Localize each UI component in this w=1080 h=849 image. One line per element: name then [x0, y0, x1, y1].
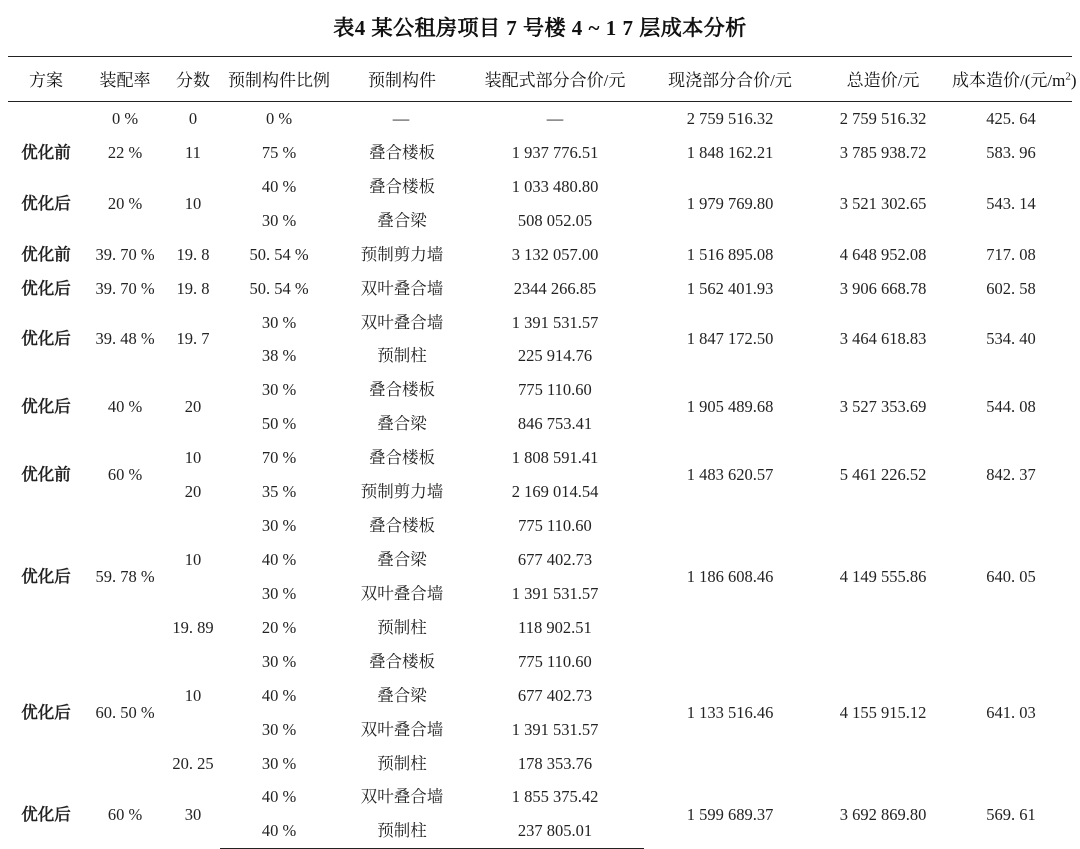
- cell-prefab-ratio: 30 %: [261, 516, 297, 536]
- cell-prefab-component: 叠合楼板: [369, 448, 435, 468]
- cell-score: 20: [184, 482, 202, 502]
- cell-total-price: 3 521 302.65: [839, 193, 927, 213]
- cell-prefab-subtotal: 3 132 057.00: [511, 244, 599, 264]
- table-row: [8, 306, 1072, 340]
- cell-assembly-rate: 39. 70 %: [95, 278, 155, 298]
- table-row: [8, 509, 1072, 543]
- cell-prefab-subtotal: 237 805.01: [466, 814, 644, 848]
- cell-prefab-component: 预制柱: [377, 753, 427, 773]
- unit-cost-label-tail: ): [1070, 71, 1077, 90]
- cell-castinplace-subtotal: 1 562 401.93: [686, 278, 774, 298]
- cell-score: [166, 509, 220, 543]
- cell-total-price: 4 149 555.86: [839, 566, 927, 586]
- cell-prefab-subtotal: 2 169 014.54: [511, 482, 599, 502]
- cell-assembly-rate: 40 %: [107, 397, 143, 417]
- cell-prefab-subtotal: 508 052.05: [517, 210, 593, 230]
- cell-plan: [8, 102, 84, 136]
- cell-score: 19. 89: [172, 617, 214, 637]
- cell-total-price: 2 759 516.32: [839, 109, 927, 128]
- table-row: [8, 136, 1072, 170]
- cell-score: 19. 7: [176, 329, 210, 349]
- page-title: 表4 某公租房项目 7 号楼 4 ~ 1 7 层成本分析: [333, 16, 747, 40]
- cell-prefab-component: 预制剪力墙: [360, 244, 444, 264]
- cell-prefab-component: 叠合楼板: [369, 516, 435, 536]
- cell-prefab-subtotal: 2344 266.85: [513, 278, 597, 298]
- cell-prefab-component: 叠合梁: [377, 414, 427, 434]
- cell-prefab-ratio: 30 %: [261, 312, 297, 332]
- cell-prefab-component: 预制柱: [338, 814, 466, 848]
- cell-unit-cost: 583. 96: [986, 142, 1036, 162]
- cell-prefab-component: 叠合楼板: [369, 380, 435, 400]
- cell-prefab-ratio: 30 %: [261, 719, 297, 739]
- cell-assembly-rate: 39. 48 %: [95, 329, 155, 349]
- cell-prefab-component: —: [392, 109, 412, 128]
- cell-plan: 优化后: [21, 193, 71, 213]
- cell-assembly-rate: 22 %: [107, 142, 143, 162]
- cell-plan: 优化后: [21, 278, 71, 298]
- cell-total-price: 3 785 938.72: [839, 142, 927, 162]
- column-header-prefab-subtotal: 装配式部分合价/元: [484, 71, 626, 90]
- cell-score: 20. 25: [172, 753, 214, 773]
- table-row: [8, 780, 1072, 814]
- table-body: [8, 102, 1072, 849]
- cell-castinplace-subtotal: 1 848 162.21: [686, 142, 774, 162]
- cell-prefab-ratio: 20 %: [261, 617, 297, 637]
- table-row: [8, 170, 1072, 204]
- cell-score: [166, 645, 220, 679]
- cell-prefab-ratio: 38 %: [261, 346, 297, 366]
- cell-prefab-ratio: 30 %: [261, 753, 297, 773]
- cell-castinplace-subtotal: 1 905 489.68: [686, 397, 774, 417]
- cell-prefab-ratio: 50. 54 %: [249, 278, 309, 298]
- cell-prefab-subtotal: 1 855 375.42: [511, 787, 599, 807]
- cell-prefab-subtotal: 178 353.76: [517, 753, 593, 773]
- cell-prefab-component: 叠合楼板: [369, 651, 435, 671]
- cell-prefab-ratio: 0 %: [265, 109, 293, 128]
- cell-prefab-subtotal: 1 391 531.57: [511, 312, 599, 332]
- cell-prefab-component: 预制柱: [377, 617, 427, 637]
- column-header-score: 分数: [176, 71, 210, 90]
- cell-score: 20: [184, 397, 202, 417]
- cell-unit-cost: 842. 37: [986, 465, 1036, 485]
- cell-assembly-rate: 59. 78 %: [95, 566, 155, 586]
- unit-cost-label-sup: 2: [1065, 70, 1071, 83]
- cell-unit-cost: 425. 64: [986, 109, 1036, 128]
- cell-plan: 优化前: [21, 142, 71, 162]
- cell-assembly-rate: 60 %: [107, 465, 143, 485]
- cell-castinplace-subtotal: 1 979 769.80: [686, 193, 774, 213]
- cell-total-price: 3 527 353.69: [839, 397, 927, 417]
- cell-prefab-subtotal: 1 937 776.51: [511, 142, 599, 162]
- cell-score: 10: [184, 193, 202, 213]
- cell-prefab-ratio: 30 %: [261, 651, 297, 671]
- table-row: [8, 441, 1072, 475]
- cell-prefab-subtotal: 1 808 591.41: [511, 448, 599, 468]
- column-header-plan: 方案: [29, 71, 63, 90]
- cell-prefab-ratio: 40 %: [261, 787, 297, 807]
- cell-prefab-component: 双叶叠合墙: [360, 719, 444, 739]
- cell-plan: 优化后: [21, 702, 71, 722]
- cell-prefab-component: 叠合梁: [377, 549, 427, 569]
- cell-prefab-subtotal: 1 391 531.57: [511, 583, 599, 603]
- cell-total-price: 4 155 915.12: [839, 702, 927, 722]
- cell-plan: 优化后: [21, 804, 71, 824]
- table-head: [8, 57, 1077, 102]
- cell-total-price: 5 461 226.52: [839, 465, 927, 485]
- cell-score: [166, 577, 220, 611]
- cost-analysis-table: [8, 56, 1077, 849]
- cell-plan: 优化后: [21, 329, 71, 349]
- unit-cost-label-main: 成本造价/(元/m: [952, 71, 1066, 90]
- cell-prefab-ratio: 75 %: [261, 142, 297, 162]
- cell-prefab-subtotal: 1 391 531.57: [511, 719, 599, 739]
- cell-prefab-component: 预制柱: [377, 346, 427, 366]
- cell-unit-cost: 717. 08: [986, 244, 1036, 264]
- cell-prefab-subtotal: 677 402.73: [517, 685, 593, 705]
- cell-prefab-component: 叠合楼板: [369, 176, 435, 196]
- cell-prefab-ratio: 30 %: [261, 210, 297, 230]
- cell-score: 30: [184, 804, 202, 824]
- cell-unit-cost: 641. 03: [986, 702, 1036, 722]
- cell-assembly-rate: 20 %: [107, 193, 143, 213]
- cell-prefab-subtotal: 118 902.51: [518, 617, 592, 637]
- cell-total-price: 3 906 668.78: [839, 278, 927, 298]
- cell-total-price: 3 692 869.80: [839, 804, 927, 824]
- cell-prefab-component: 叠合梁: [377, 210, 427, 230]
- column-header-assembly-rate: 装配率: [99, 71, 151, 90]
- cell-prefab-subtotal: 225 914.76: [517, 346, 593, 366]
- cell-castinplace-subtotal: 1 133 516.46: [686, 702, 774, 722]
- cell-score: 19. 8: [176, 278, 210, 298]
- cell-assembly-rate: 60. 50 %: [95, 702, 155, 722]
- cell-score: 0: [188, 109, 198, 128]
- cell-prefab-ratio: 40 %: [261, 176, 297, 196]
- cell-prefab-ratio: 50 %: [261, 414, 297, 434]
- cell-prefab-ratio: 70 %: [261, 448, 297, 468]
- column-header-total-price: 总造价/元: [846, 71, 920, 90]
- cell-prefab-component: 双叶叠合墙: [360, 312, 444, 332]
- cell-plan: 优化后: [21, 566, 71, 586]
- cell-assembly-rate: 39. 70 %: [95, 244, 155, 264]
- table-row: [8, 645, 1072, 679]
- cell-prefab-component: 叠合楼板: [369, 142, 435, 162]
- cell-prefab-subtotal: 677 402.73: [517, 549, 593, 569]
- cell-plan: 优化前: [21, 244, 71, 264]
- cell-prefab-ratio: 50. 54 %: [249, 244, 309, 264]
- cell-castinplace-subtotal: 1 483 620.57: [686, 465, 774, 485]
- cell-prefab-ratio: 35 %: [261, 482, 297, 502]
- cell-prefab-component: 叠合梁: [377, 685, 427, 705]
- cell-score: 10: [184, 549, 202, 569]
- cell-score: 19. 8: [176, 244, 210, 264]
- cell-prefab-ratio: 30 %: [261, 583, 297, 603]
- cell-score: 11: [185, 142, 201, 162]
- cell-prefab-subtotal: 846 753.41: [517, 414, 593, 434]
- cell-unit-cost: 544. 08: [986, 397, 1036, 417]
- cell-plan: 优化前: [21, 465, 71, 485]
- table-row: [8, 373, 1072, 407]
- cell-prefab-component: 双叶叠合墙: [360, 583, 444, 603]
- cell-assembly-rate: 60 %: [107, 804, 143, 824]
- table-row: [8, 238, 1072, 272]
- cell-prefab-ratio: 40 %: [220, 814, 338, 848]
- column-header-castinplace-subtotal: 现浇部分合价/元: [668, 71, 792, 90]
- cell-prefab-component: 预制剪力墙: [360, 482, 444, 502]
- column-header-prefab-component: 预制构件: [368, 71, 436, 90]
- cell-castinplace-subtotal: 1 599 689.37: [686, 804, 774, 824]
- cell-total-price: 3 464 618.83: [839, 329, 927, 349]
- cell-prefab-subtotal: —: [546, 109, 564, 128]
- cell-plan: 优化后: [21, 397, 71, 417]
- table-row: [8, 272, 1072, 306]
- column-header-unit-cost: [950, 57, 1077, 102]
- column-header-prefab-ratio: 预制构件比例: [228, 71, 330, 90]
- cell-prefab-subtotal: 775 110.60: [518, 651, 592, 671]
- cell-castinplace-subtotal: 1 516 895.08: [686, 244, 774, 264]
- table-row: [8, 102, 1072, 136]
- cell-prefab-subtotal: 775 110.60: [518, 516, 592, 536]
- cell-prefab-ratio: 30 %: [261, 380, 297, 400]
- cell-unit-cost: 602. 58: [986, 278, 1036, 298]
- cell-prefab-component: 双叶叠合墙: [360, 787, 444, 807]
- cell-prefab-ratio: 40 %: [261, 549, 297, 569]
- cell-score: 10: [184, 448, 202, 468]
- cell-unit-cost: 534. 40: [986, 329, 1036, 349]
- cell-prefab-subtotal: 775 110.60: [518, 380, 592, 400]
- cell-assembly-rate: 0 %: [111, 109, 139, 128]
- cell-castinplace-subtotal: 2 759 516.32: [686, 109, 774, 128]
- cell-castinplace-subtotal: 1 186 608.46: [686, 566, 774, 586]
- cell-prefab-component: 双叶叠合墙: [360, 278, 444, 298]
- cell-unit-cost: 543. 14: [986, 193, 1036, 213]
- cell-prefab-subtotal: 1 033 480.80: [511, 176, 599, 196]
- cell-total-price: 4 648 952.08: [839, 244, 927, 264]
- cell-score: 10: [184, 685, 202, 705]
- cell-castinplace-subtotal: 1 847 172.50: [686, 329, 774, 349]
- cell-prefab-ratio: 40 %: [261, 685, 297, 705]
- cell-score: [166, 713, 220, 747]
- cell-unit-cost: 569. 61: [986, 804, 1036, 824]
- cell-unit-cost: 640. 05: [986, 566, 1036, 586]
